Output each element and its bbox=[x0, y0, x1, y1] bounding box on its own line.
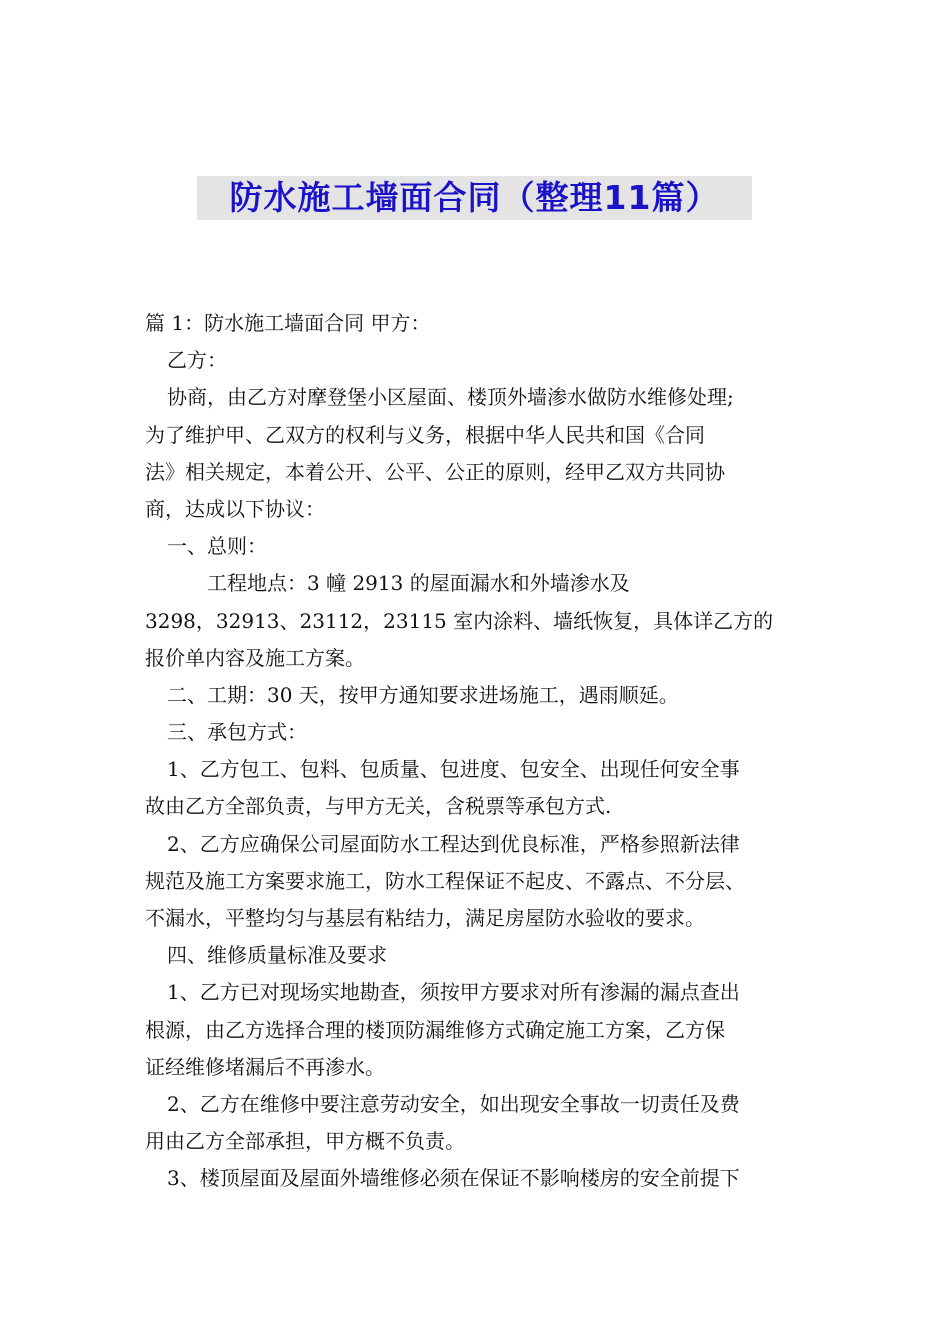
text-line: 证经维修堵漏后不再渗水。 bbox=[145, 1054, 385, 1079]
text-line: 1、乙方包工、包料、包质量、包进度、包安全、出现任何安全事 bbox=[167, 757, 740, 782]
text-line: 法》相关规定，本着公开、公平、公正的原则，经甲乙双方共同协 bbox=[145, 459, 725, 484]
document-body bbox=[145, 305, 805, 1198]
text-line: 3298，32913、23112，23115 室内涂料、墙纸恢复，具体详乙方的 bbox=[145, 608, 774, 633]
text-line: 2、乙方应确保公司屋面防水工程达到优良标准，严格参照新法律 bbox=[167, 831, 740, 856]
text-line: 工程地点：3 幢 2913 的屋面漏水和外墙渗水及 bbox=[207, 571, 630, 596]
text-line: 一、总则： bbox=[167, 534, 267, 559]
text-line: 3、楼顶屋面及屋面外墙维修必须在保证不影响楼房的安全前提下 bbox=[167, 1166, 740, 1191]
text-line: 协商，由乙方对摩登堡小区屋面、楼顶外墙渗水做防水维修处理; bbox=[167, 385, 734, 410]
text-line: 规范及施工方案要求施工，防水工程保证不起皮、不露点、不分层、 bbox=[145, 868, 745, 893]
text-line: 乙方： bbox=[167, 348, 227, 373]
text-line: 用由乙方全部承担，甲方概不负责。 bbox=[145, 1129, 465, 1154]
text-line: 为了维护甲、乙双方的权利与义务，根据中华人民共和国《合同 bbox=[145, 422, 705, 447]
text-line: 故由乙方全部负责，与甲方无关，含税票等承包方式. bbox=[145, 794, 612, 819]
text-line: 根源，由乙方选择合理的楼顶防漏维修方式确定施工方案，乙方保 bbox=[145, 1017, 725, 1042]
text-line: 商，达成以下协议： bbox=[145, 496, 325, 521]
text-line: 三、承包方式： bbox=[167, 720, 307, 745]
document-title: 防水施工墙面合同（整理11篇） bbox=[229, 178, 720, 217]
text-line: 二、工期：30 天，按甲方通知要求进场施工，遇雨顺延。 bbox=[167, 682, 679, 707]
text-line: 报价单内容及施工方案。 bbox=[145, 645, 365, 670]
text-line: 四、维修质量标准及要求 bbox=[167, 943, 387, 968]
text-line: 篇 1：防水施工墙面合同 甲方： bbox=[145, 311, 431, 335]
text-line: 1、乙方已对现场实地勘查，须按甲方要求对所有渗漏的漏点查出 bbox=[167, 980, 740, 1005]
text-line: 不漏水，平整均匀与基层有粘结力，满足房屋防水验收的要求。 bbox=[145, 906, 705, 930]
text-line: 2、乙方在维修中要注意劳动安全，如出现安全事故一切责任及费 bbox=[167, 1091, 740, 1116]
